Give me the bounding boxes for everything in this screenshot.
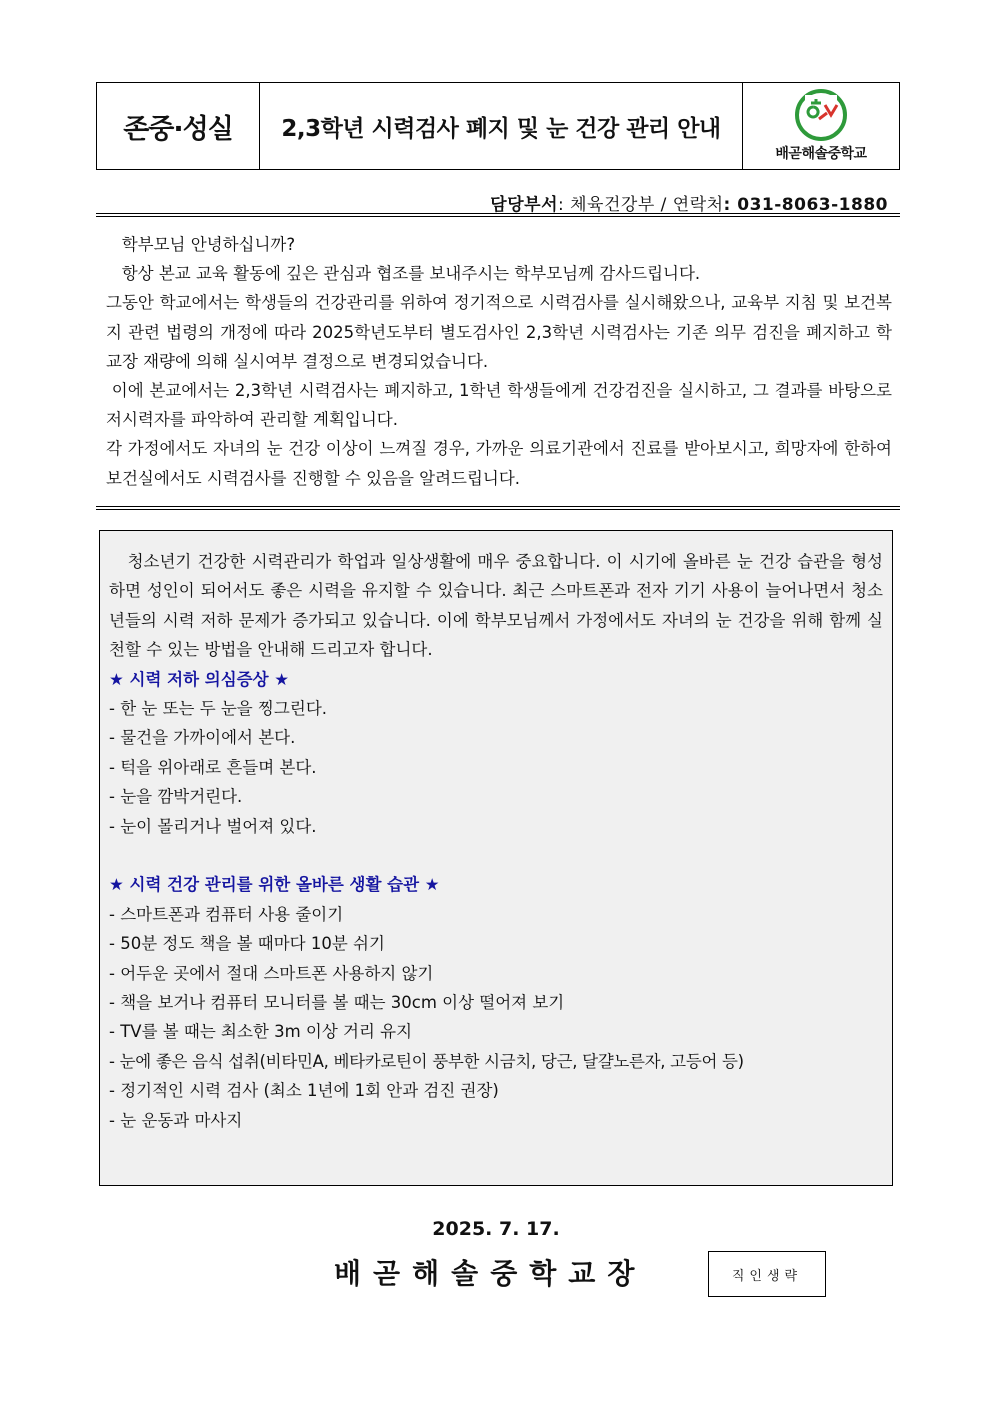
list-item: - 턱을 위아래로 흔들며 본다. bbox=[109, 757, 317, 777]
list-item: - TV를 볼 때는 최소한 3m 이상 거리 유지 bbox=[109, 1022, 413, 1042]
eye-health-box bbox=[99, 530, 893, 1186]
list-item: - 어두운 곳에서 절대 스마트폰 사용하지 않기 bbox=[109, 963, 434, 983]
intro-line: 이에 본교에서는 2,3학년 시력검사는 폐지하고, 1학년 학생들에게 건강검진을 실시하고, 그 결과를 바탕으로 저시력자를 파악하여 관리할 계획입니다. bbox=[106, 381, 892, 430]
divider-middle bbox=[96, 506, 900, 510]
spacer bbox=[109, 841, 883, 870]
list-item: - 한 눈 또는 두 눈을 찡그린다. bbox=[109, 699, 327, 719]
list-item: - 눈에 좋은 음식 섭취(비타민A, 베타카로틴이 풍부한 시금치, 당근, 달걀노른자, 고등어 등) bbox=[109, 1051, 744, 1071]
list-item: - 눈이 몰리거나 벌어져 있다. bbox=[109, 816, 317, 836]
intro-line: 각 가정에서도 자녀의 눈 건강 이상이 느껴질 경우, 가까운 의료기관에서 진료를 받아보시고, 희망자에 한하여 보건실에서도 시력검사를 진행할 수 있음을 알려드립니다. bbox=[106, 439, 892, 488]
dept-value: : 체육건강부 / 연락처 bbox=[558, 195, 724, 215]
list-item: - 물건을 가까이에서 본다. bbox=[109, 728, 296, 748]
section-title-symptoms: ★ 시력 저하 의심증상 ★ bbox=[109, 669, 290, 689]
divider-top bbox=[96, 213, 900, 217]
box-paragraph: 청소년기 건강한 시력관리가 학업과 일상생활에 매우 중요합니다. 이 시기에 올바른 눈 건강 습관을 형성하면 성인이 되어서도 좋은 시력을 유지할 수 있습니다. 최근 스마트폰과 전자 기기 사용이 늘어나면서 청소년들의 시력 저하 문제가 증가되고 있습니다. 이에 학부모님께서 가정에서도 자녀의 눈 건강을 위해 함께 실천할 수 있는 방법을 안내해 드리고자 합니다. bbox=[109, 552, 883, 660]
school-logo-cell bbox=[743, 83, 899, 169]
list-item: - 눈을 깜박거린다. bbox=[109, 787, 243, 807]
intro-line: 항상 본교 교육 활동에 깊은 관심과 협조를 보내주시는 학부모님께 감사드립니다. bbox=[106, 264, 701, 284]
intro-line: 그동안 학교에서는 학생들의 건강관리를 위하여 정기적으로 시력검사를 실시해왔으나, 교육부 지침 및 보건복지 관련 법령의 개정에 따라 2025학년도부터 별도검사인 2,3학년 시력검사는 기존 의무 검진을 폐지하고 학교장 재량에 의해 실시여부 결정으로 변경되었습니다. bbox=[106, 293, 892, 371]
list-item: - 책을 보거나 컴퓨터 모니터를 볼 때는 30cm 이상 떨어져 보기 bbox=[109, 993, 565, 1013]
motto: 존중·성실 bbox=[97, 83, 260, 169]
school-logo-icon bbox=[789, 89, 853, 141]
school-logo-name: 배곧해솔중학교 bbox=[775, 146, 867, 162]
phone-number: : 031-8063-1880 bbox=[723, 195, 888, 215]
contact-line bbox=[490, 190, 888, 215]
list-item: - 정기적인 시력 검사 (최소 1년에 1회 안과 검진 권장) bbox=[109, 1081, 499, 1101]
intro-text bbox=[106, 230, 892, 493]
document-title: 2,3학년 시력검사 폐지 및 눈 건강 관리 안내 bbox=[260, 83, 743, 169]
section-title-habits: ★ 시력 건강 관리를 위한 올바른 생활 습관 ★ bbox=[109, 875, 440, 895]
principal-signature: 배곧해솔중학교장 bbox=[334, 1257, 647, 1290]
intro-line: 학부모님 안녕하십니까? bbox=[106, 235, 296, 254]
issue-date: 2025. 7. 17. bbox=[432, 1218, 560, 1240]
list-item: - 눈 운동과 마사지 bbox=[109, 1110, 243, 1130]
dept-label: 담당부서 bbox=[490, 195, 558, 215]
seal-omitted-box: 직인생략 bbox=[708, 1251, 826, 1297]
header-table bbox=[96, 82, 900, 170]
list-item: - 스마트폰과 컴퓨터 사용 줄이기 bbox=[109, 904, 344, 924]
list-item: - 50분 정도 책을 볼 때마다 10분 쉬기 bbox=[109, 934, 385, 954]
